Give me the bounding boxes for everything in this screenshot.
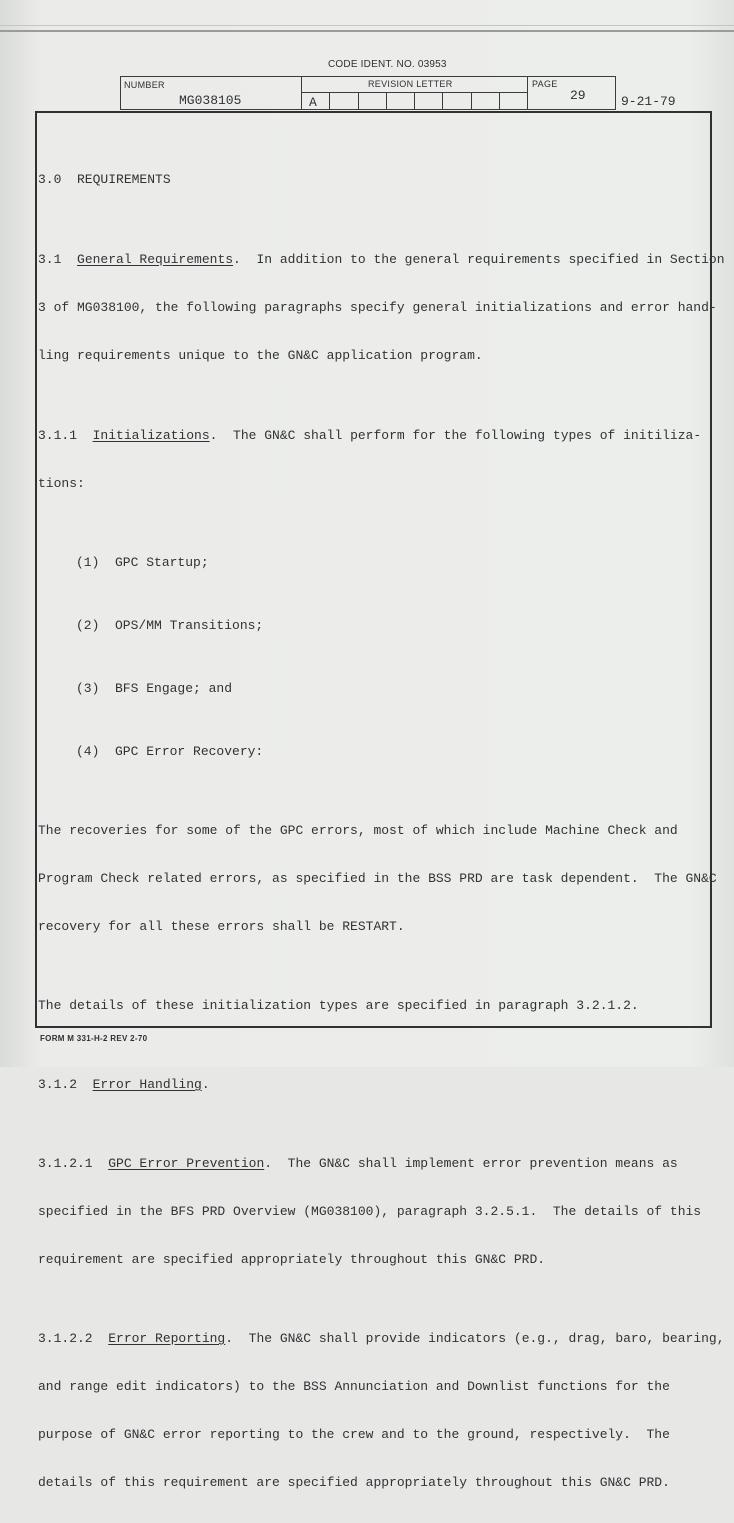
paragraph-text: .	[201, 1077, 210, 1092]
top-edge-line	[0, 25, 734, 26]
number-label: NUMBER	[124, 80, 165, 90]
code-ident: CODE IDENT. NO. 03953	[328, 59, 447, 70]
form-number: FORM M 331-H-2 REV 2-70	[40, 1034, 148, 1043]
revision-cell	[472, 93, 500, 109]
paragraph-line: Program Check related errors, as specified in the BSS PRD are task dependent. The GN&C	[38, 871, 717, 886]
paragraph-line: The recoveries for some of the GPC errors, most of which include Machine Check and	[38, 823, 678, 838]
paragraph-line: requirement are specified appropriately throughout this GN&C PRD.	[38, 1252, 546, 1267]
revision-date: 9-21-79	[621, 94, 676, 109]
revision-cell	[387, 93, 415, 109]
paragraph-line: The details of these initialization types are specified in paragraph 3.2.1.2.	[38, 998, 639, 1013]
revision-cell	[359, 93, 387, 109]
section-title: General Requirements	[77, 252, 234, 267]
section-title: Initializations	[92, 428, 210, 443]
document-body	[38, 140, 725, 1523]
revision-letter: A	[309, 95, 317, 110]
revision-cell	[443, 93, 471, 109]
page-label: PAGE	[532, 79, 558, 89]
revision-cell	[500, 93, 527, 109]
page-number: 29	[570, 88, 586, 103]
section-3-1-2-2-line	[38, 1331, 725, 1347]
section-3-0-heading: 3.0 REQUIREMENTS	[38, 172, 171, 187]
paragraph-line: ling requirements unique to the GN&C application program.	[38, 348, 483, 363]
section-title: Error Reporting	[108, 1331, 226, 1346]
section-title: GPC Error Prevention	[108, 1156, 265, 1171]
section-number: 3.1	[38, 252, 78, 267]
paragraph-line: specified in the BFS PRD Overview (MG038100), paragraph 3.2.5.1. The details of this	[38, 1204, 702, 1219]
list-item: (3) BFS Engage; and	[76, 681, 233, 696]
section-number: 3.1.1	[38, 428, 93, 443]
list-item: (2) OPS/MM Transitions;	[76, 618, 264, 633]
section-3-1-1-line	[38, 428, 708, 444]
section-3-1-2-1-line	[38, 1156, 708, 1172]
revision-cell	[302, 93, 330, 109]
list-item: (1) GPC Startup;	[76, 555, 209, 570]
paragraph-line: details of this requirement are specified appropriately throughout this GN&C PRD.	[38, 1475, 670, 1490]
revision-cells	[302, 92, 527, 109]
page-box	[527, 76, 616, 110]
paragraph-text: . The GN&C shall perform for the following types of initiliza-	[209, 428, 702, 443]
revision-label: REVISION LETTER	[368, 79, 453, 89]
top-rule	[0, 30, 734, 32]
section-number: 3.1.2	[38, 1077, 93, 1092]
number-box	[120, 76, 302, 110]
paragraph-line: recovery for all these errors shall be RESTART.	[38, 919, 405, 934]
revision-cell	[415, 93, 443, 109]
section-3-1-2-line	[38, 1077, 708, 1093]
paragraph-line: purpose of GN&C error reporting to the crew and to the ground, respectively. The	[38, 1427, 670, 1442]
revision-cell	[330, 93, 358, 109]
list-item: (4) GPC Error Recovery:	[76, 744, 264, 759]
section-title: Error Handling	[92, 1077, 202, 1092]
paragraph-line: and range edit indicators) to the BSS Annunciation and Downlist functions for the	[38, 1379, 670, 1394]
paragraph-text: . The GN&C shall implement error prevention means as	[264, 1156, 678, 1171]
document-number: MG038105	[179, 93, 242, 108]
revision-box	[301, 76, 528, 110]
paragraph-line: 3 of MG038100, the following paragraphs specify general initializations and error hand-	[38, 300, 717, 315]
paragraph-text: . The GN&C shall provide indicators (e.g., drag, baro, bearing,	[225, 1331, 725, 1346]
section-number: 3.1.2.1	[38, 1156, 109, 1171]
section-number: 3.1.2.2	[38, 1331, 109, 1346]
section-3-1-line	[38, 252, 725, 268]
paragraph-line: tions:	[38, 476, 85, 491]
paragraph-text: . In addition to the general requirements specified in Section	[233, 252, 725, 267]
